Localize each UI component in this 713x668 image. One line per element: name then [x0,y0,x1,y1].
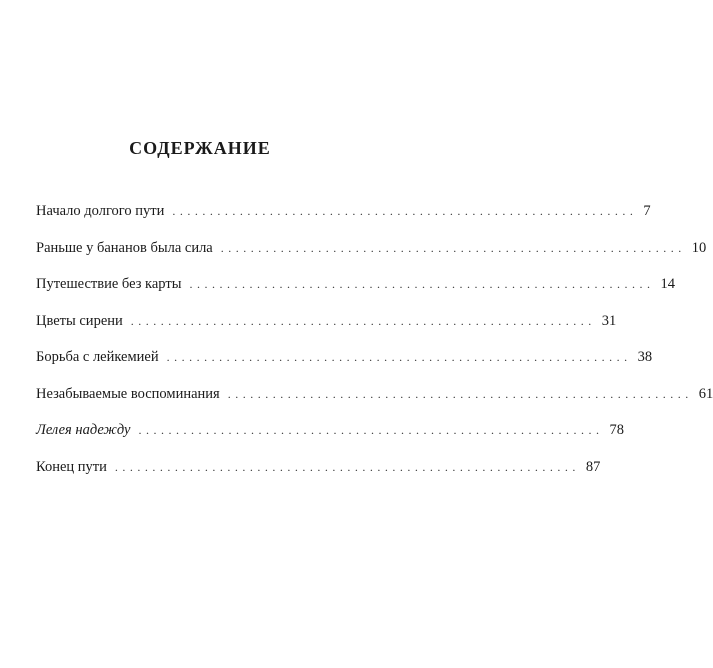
toc-leader-dots: .............................................................. [130,313,596,328]
toc-leader-dots: .............................................................. [166,350,632,364]
toc-page-number: 10 [691,239,707,256]
page-title: СОДЕРЖАНИЕ [129,138,271,158]
toc-entry[interactable] [36,422,624,459]
toc-entry-label: Лелея надежду [36,422,131,438]
toc-entry-label: Раньше у бананов была сила [36,239,213,256]
table-of-contents [36,203,713,495]
toc-entry-label: Цветы сирени [36,312,123,329]
toc-page-number: 78 [609,422,624,438]
toc-entry[interactable] [36,276,675,313]
toc-entry-label: Конец пути [36,458,107,475]
toc-page-number: 14 [660,276,675,292]
toc-leader-dots: .............................................................. [172,204,638,218]
toc-entry[interactable] [36,312,617,350]
toc-entry[interactable] [36,349,653,386]
toc-page-number: 87 [585,458,601,475]
toc-entry[interactable] [36,385,713,423]
toc-entry[interactable] [36,203,651,240]
toc-leader-dots: .............................................................. [189,277,655,291]
toc-entry[interactable] [36,239,707,277]
toc-page-number: 61 [698,385,713,402]
toc-leader-dots: .............................................................. [138,423,604,437]
toc-page-number: 31 [601,312,617,329]
toc-page-number: 7 [643,203,651,219]
toc-entry-label: Путешествие без карты [36,276,182,292]
toc-leader-dots: .............................................................. [114,459,580,474]
toc-entry-label: Начало долгого пути [36,203,165,219]
toc-entry-label: Незабываемые воспоминания [36,385,220,402]
toc-leader-dots: .............................................................. [220,240,686,255]
toc-entry[interactable] [36,458,601,496]
toc-page-number: 38 [637,349,653,365]
toc-entry-label: Борьба с лейкемией [36,349,159,365]
toc-leader-dots: .............................................................. [227,386,693,401]
